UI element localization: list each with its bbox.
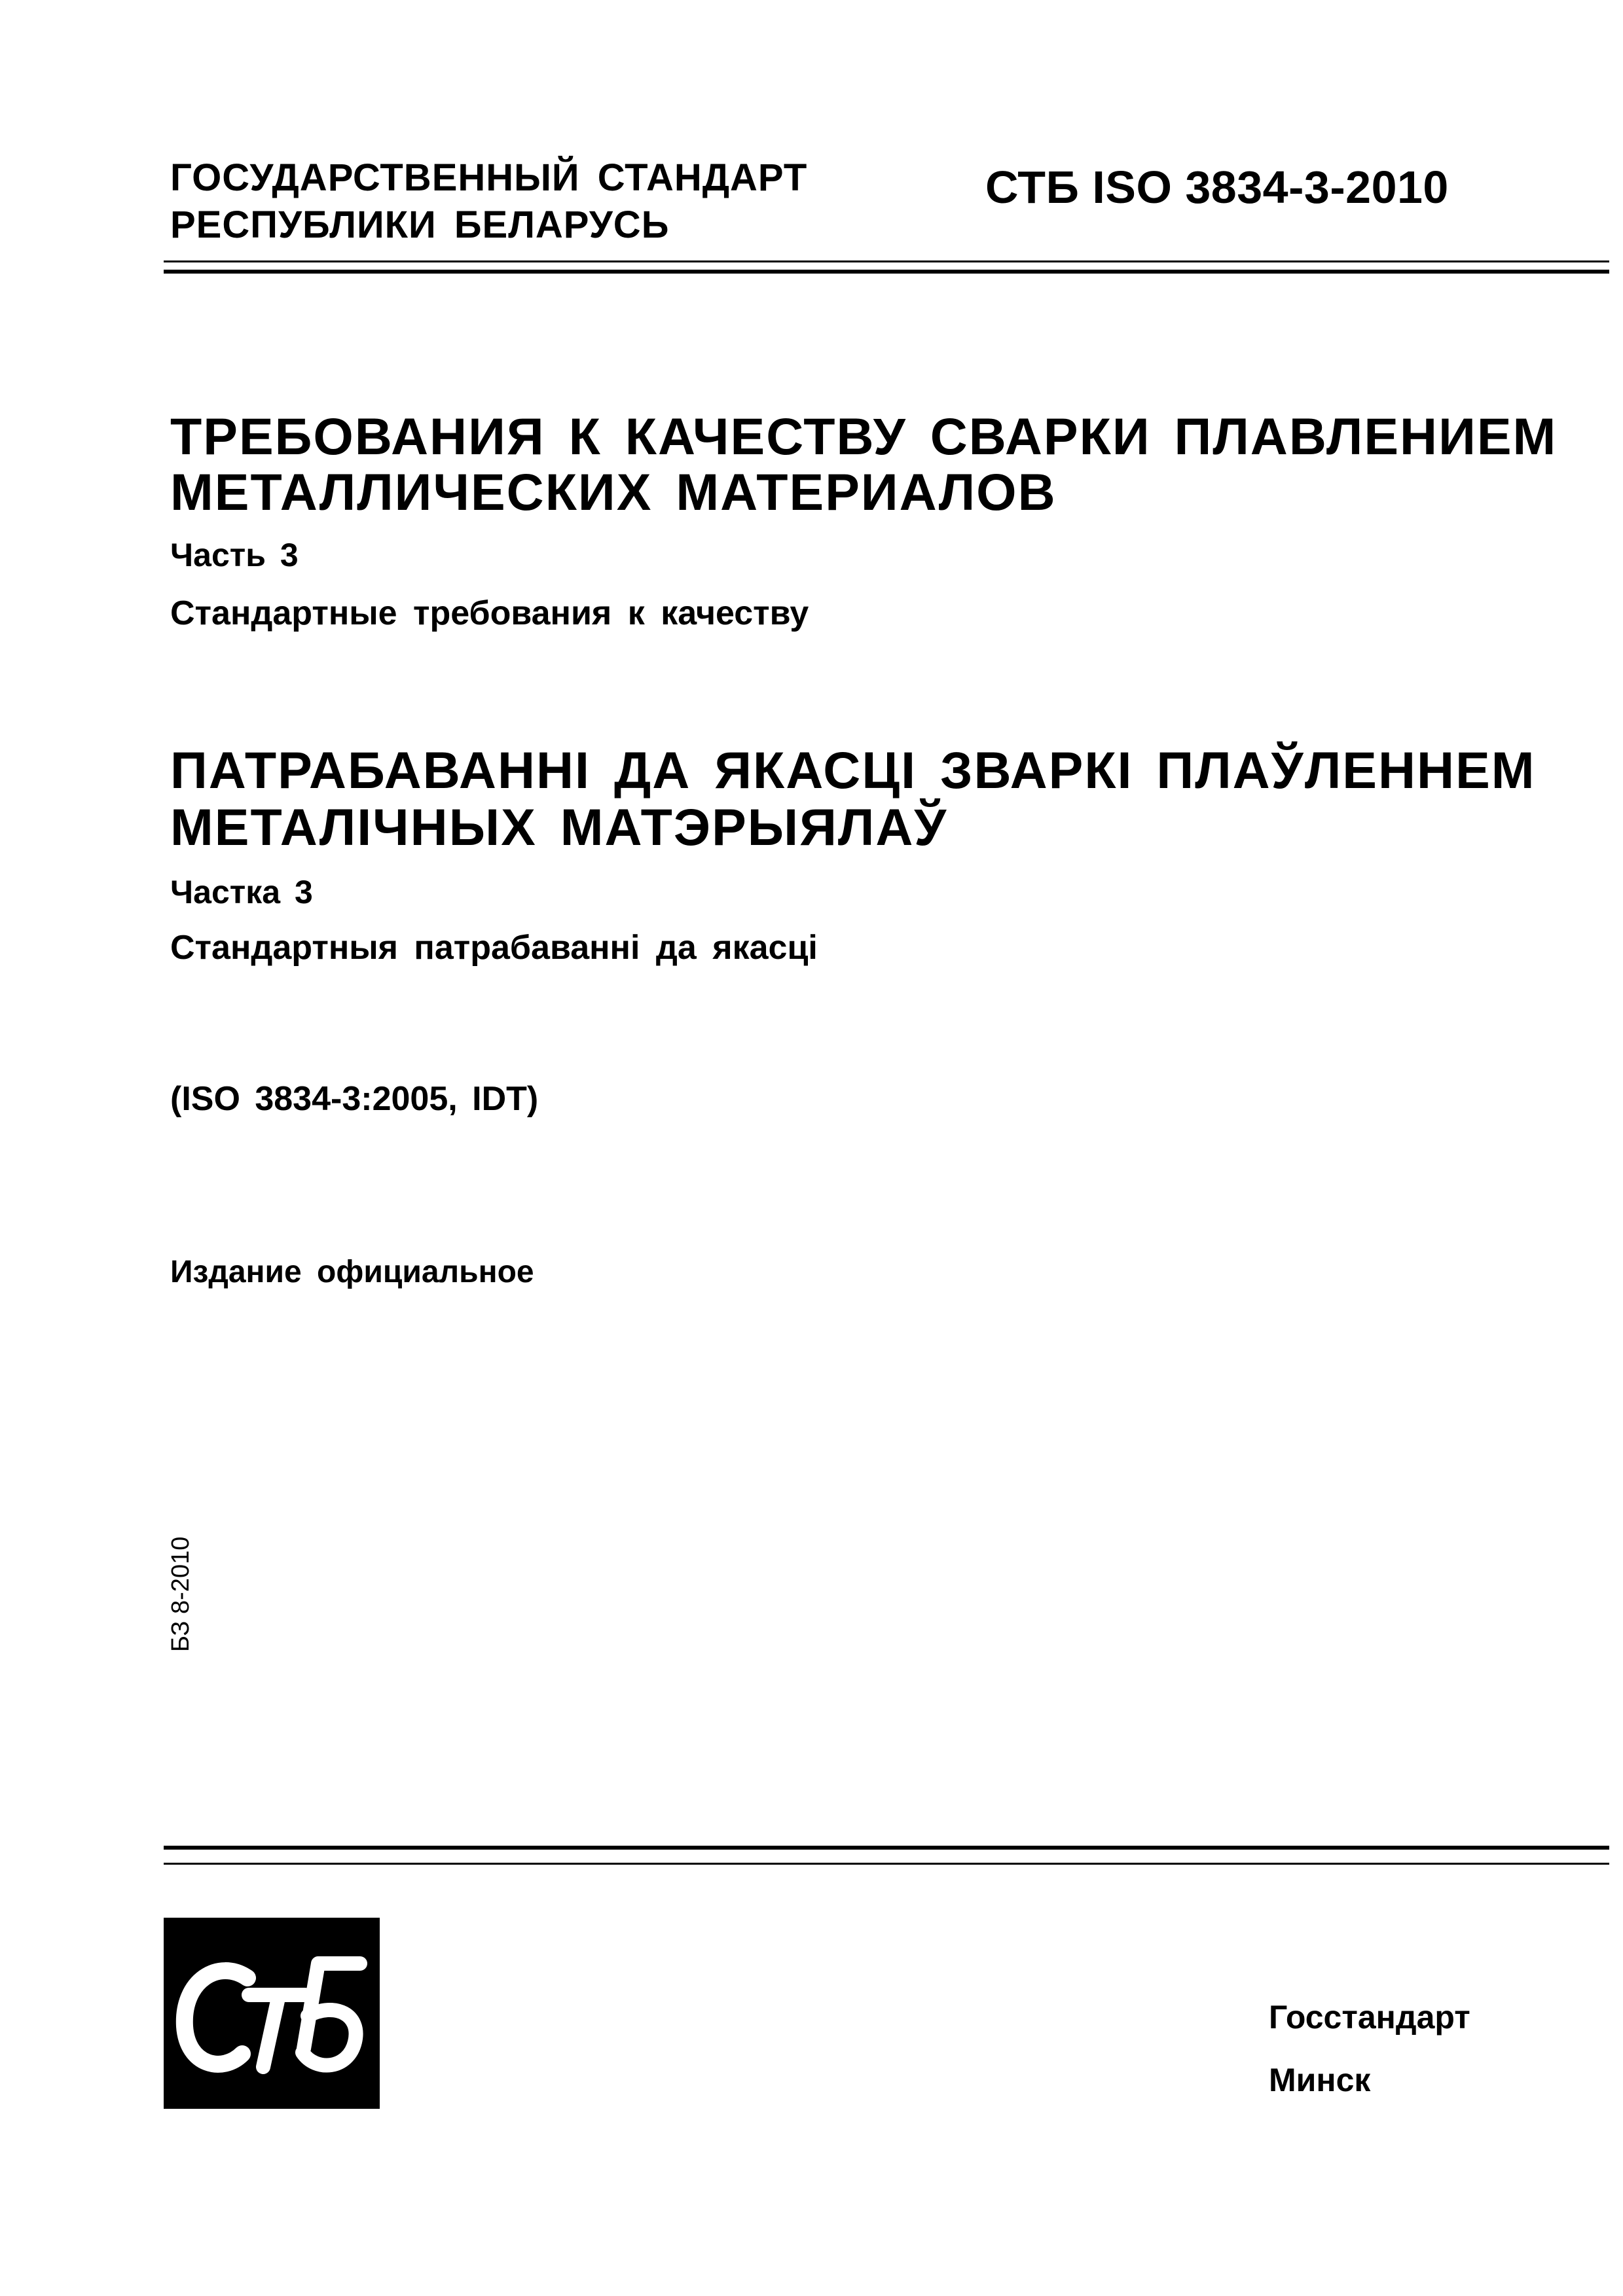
authority-name (170, 154, 807, 249)
title-be-part: Частка 3 (170, 874, 313, 910)
title-ru-line-1: ТРЕБОВАНИЯ К КАЧЕСТВУ СВАРКИ ПЛАВЛЕНИЕМ (170, 407, 1558, 465)
top-rule-thick (164, 270, 1609, 274)
publisher-name: Госстандарт (1269, 1999, 1470, 2036)
stb-logo-icon (164, 1918, 380, 2109)
authority-line-1: ГОСУДАРСТВЕННЫЙ СТАНДАРТ (170, 156, 808, 199)
title-ru-part: Часть 3 (170, 537, 299, 573)
iso-reference: (ISO 3834-3:2005, IDT) (170, 1080, 539, 1118)
standard-designation: СТБ ISO 3834-3-2010 (985, 162, 1449, 213)
title-be-line-1: ПАТРАБАВАННІ ДА ЯКАСЦІ ЗВАРКІ ПЛАЎЛЕННЕМ (170, 741, 1536, 799)
publisher-city: Минск (1269, 2062, 1371, 2098)
title-be-line-2: МЕТАЛІЧНЫХ МАТЭРЫЯЛАЎ (170, 798, 948, 856)
authority-line-2: РЕСПУБЛИКИ БЕЛАРУСЬ (170, 204, 670, 246)
bottom-rule-thin (164, 1863, 1609, 1865)
title-ru-line-2: МЕТАЛЛИЧЕСКИХ МАТЕРИАЛОВ (170, 463, 1057, 521)
top-rule-thin (164, 260, 1609, 262)
side-code: БЗ 8-2010 (167, 1536, 194, 1652)
bottom-rule-thick (164, 1846, 1609, 1850)
title-ru-subtitle: Стандартные требования к качеству (170, 594, 809, 632)
title-be-subtitle: Стандартныя патрабаванні да якасці (170, 929, 818, 967)
edition-note: Издание официальное (170, 1255, 534, 1289)
